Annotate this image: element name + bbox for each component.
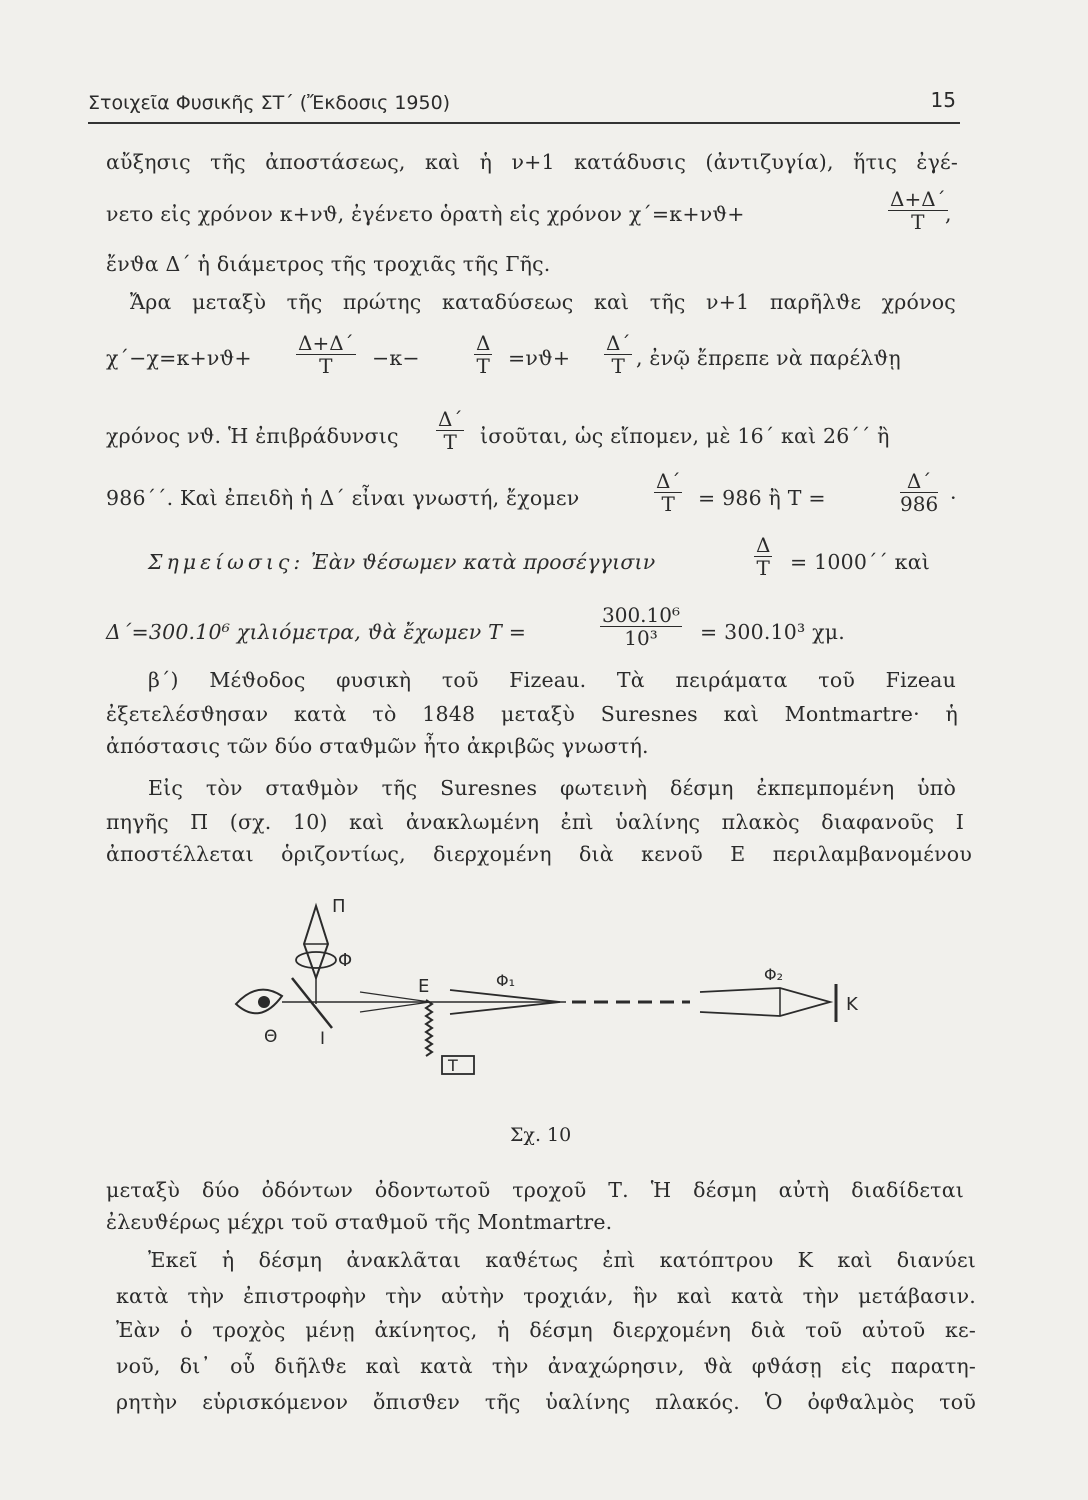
equation-part: = 986 ἢ T = (698, 486, 826, 510)
glass-plate (292, 978, 332, 1028)
fraction-denominator: T (319, 354, 333, 378)
fraction-denominator: T (443, 430, 457, 454)
label-i: I (320, 1029, 326, 1049)
text-line: Ἐὰν ὁ τροχὸς μένῃ ἀκίνητος, ἡ δέσμη διερχομένη διὰ τοῦ αὐτοῦ κε- (116, 1318, 976, 1342)
fraction-numerator: Δ΄ (900, 470, 938, 493)
label-phi1: Φ₁ (496, 971, 516, 990)
text-line: μεταξὺ δύο ὀδόντων ὀδοντωτοῦ τροχοῦ Τ. Ἡ δέσμη αὐτὴ διαδίδεται (106, 1178, 964, 1202)
note-label: Σημείωσις: (148, 550, 305, 574)
note-text: Ἐὰν ϑέσωμεν κατὰ προσέγγισιν (311, 550, 656, 574)
label-phi: Φ (338, 950, 353, 971)
text-line: πηγῆς Π (σχ. 10) καὶ ἀνακλωμένη ἐπὶ ὑαλίνης πλακὸς διαφανοῦς Ι (106, 810, 964, 834)
text-line: ἔνϑα Δ΄ ἡ διάμετρος τῆς τροχιᾶς τῆς Γῆς. (106, 252, 551, 276)
text-line: ρητὴν εὑρισκόμενον ὄπισϑεν τῆς ὑαλίνης πλακός. Ὁ ὀφϑαλμὸς τοῦ (116, 1390, 976, 1414)
equation-part: , ἐνῷ ἔπρεπε νὰ παρέλϑῃ (636, 346, 901, 370)
label-e: E (418, 976, 430, 997)
eye-pupil (258, 996, 270, 1008)
page-number: 15 (930, 88, 956, 112)
fraction-denominator: T (756, 556, 770, 580)
label-theta: Θ (264, 1027, 278, 1047)
note-text: = 300.10³ χμ. (700, 620, 846, 644)
fraction-numerator: Δ+Δ΄ (298, 331, 354, 355)
fraction (900, 470, 938, 515)
text-line: νετο εἰς χρόνον κ+νϑ, ἐγένετο ὁρατὴ εἰς χρόνον χ΄=κ+νϑ+ (106, 202, 745, 226)
running-title: Στοιχεῖα Φυσικῆς ΣΤ΄ (Ἔκδοσις 1950) (88, 92, 451, 114)
equation-part: χ΄−χ=κ+νϑ+ (106, 346, 252, 370)
text-line: ἀπόστασις τῶν δύο σταϑμῶν ἦτο ἀκριβῶς γνωστή. (106, 734, 649, 758)
note-line (106, 620, 526, 644)
text-line: β΄) Μέϑοδος φυσικὴ τοῦ Fizeau. Τὰ πειράματα τοῦ Fizeau (148, 668, 956, 692)
note-text: Δ΄=300.10⁶ χιλιόμετρα, ϑὰ ἔχωμεν T = (106, 620, 527, 644)
beam-converge (360, 1002, 430, 1012)
fraction (604, 332, 632, 377)
fraction-denominator: T (476, 354, 490, 378)
text-line: ἰσοῦται, ὡς εἴπομεν, μὲ 16΄ καὶ 26΄΄ ἢ (480, 424, 890, 448)
note-text: = 1000΄΄ καὶ (790, 550, 930, 574)
label-pi: Π (332, 896, 346, 917)
label-phi2: Φ₂ (764, 965, 784, 984)
fraction-numerator: Δ΄ (656, 469, 681, 493)
text-line: ἐλευϑέρως μέχρι τοῦ σταϑμοῦ τῆς Montmartre. (106, 1210, 613, 1234)
text-line: Ἄρα μεταξὺ τῆς πρώτης καταδύσεως καὶ τῆς ν+1 παρῆλϑε χρόνος (130, 290, 956, 314)
fraction-numerator: Δ΄ (438, 407, 463, 431)
note-line (148, 550, 655, 574)
fraction-numerator: Δ (476, 331, 491, 355)
fraction (754, 534, 772, 579)
text-line: 986΄΄. Καὶ ἐπειδὴ ἡ Δ΄ εἶναι γνωστή, ἔχομεν (106, 486, 580, 510)
lens-phi (296, 952, 336, 968)
period: · (950, 486, 957, 510)
wheel-axle (442, 1056, 474, 1074)
fraction (296, 332, 356, 377)
fraction-denominator: 986 (900, 492, 939, 516)
fraction (474, 332, 492, 377)
fraction-numerator: Δ΄ (606, 331, 631, 355)
fraction (888, 188, 948, 233)
fraction-numerator: Δ+Δ΄ (890, 187, 946, 211)
lens-phi2 (700, 988, 830, 1016)
fraction (436, 408, 464, 453)
text-line: νοῦ, δι᾿ οὗ διῆλϑε καὶ κατὰ τὴν ἀναχώρησιν, ϑὰ φϑάσῃ εἰς παρατη- (116, 1354, 976, 1378)
equation-part: =νϑ+ (508, 346, 571, 370)
figure-caption: Σχ. 10 (510, 1124, 572, 1146)
fraction-denominator: T (661, 492, 675, 516)
fraction-numerator: 300.10⁶ (602, 603, 680, 627)
page-header (88, 88, 960, 124)
figure-fizeau-apparatus (220, 888, 880, 1108)
fraction-denominator: T (611, 354, 625, 378)
text-line: Ἐκεῖ ἡ δέσμη ἀνακλᾶται καϑέτως ἐπὶ κατόπτρου Κ καὶ διανύει (148, 1248, 976, 1272)
equation-part: −κ− (372, 346, 420, 370)
fraction-denominator: T (911, 210, 925, 234)
label-k: K (846, 994, 858, 1015)
fraction-numerator: Δ (756, 533, 771, 557)
fraction (600, 604, 682, 649)
comma: , (945, 202, 952, 226)
text-line: Εἰς τὸν σταϑμὸν τῆς Suresnes φωτεινὴ δέσμη ἐκπεμπομένη ὑπὸ (148, 776, 956, 800)
text-line: αὔξησις τῆς ἀποστάσεως, καὶ ἡ ν+1 κατάδυσις (ἀντιζυγία), ἥτις ἐγέ- (106, 150, 958, 174)
text-line: κατὰ τὴν ἐπιστροφὴν τὴν αὐτὴν τροχιάν, ἣν καὶ κατὰ τὴν μετάβασιν. (116, 1284, 976, 1308)
fraction-denominator: 10³ (624, 626, 658, 650)
text-line: χρόνος νϑ. Ἡ ἐπιβράδυνσις (106, 424, 399, 448)
text-line: ἀποστέλλεται ὁριζοντίως, διερχομένη διὰ κενοῦ Ε περιλαμβανομένου (106, 842, 972, 866)
text-line: ἐξετελέσϑησαν κατὰ τὸ 1848 μεταξὺ Suresnes καὶ Montmartre· ἡ (106, 702, 958, 726)
toothed-wheel (426, 1000, 432, 1056)
fraction (654, 470, 682, 515)
label-t: T (448, 1056, 458, 1075)
